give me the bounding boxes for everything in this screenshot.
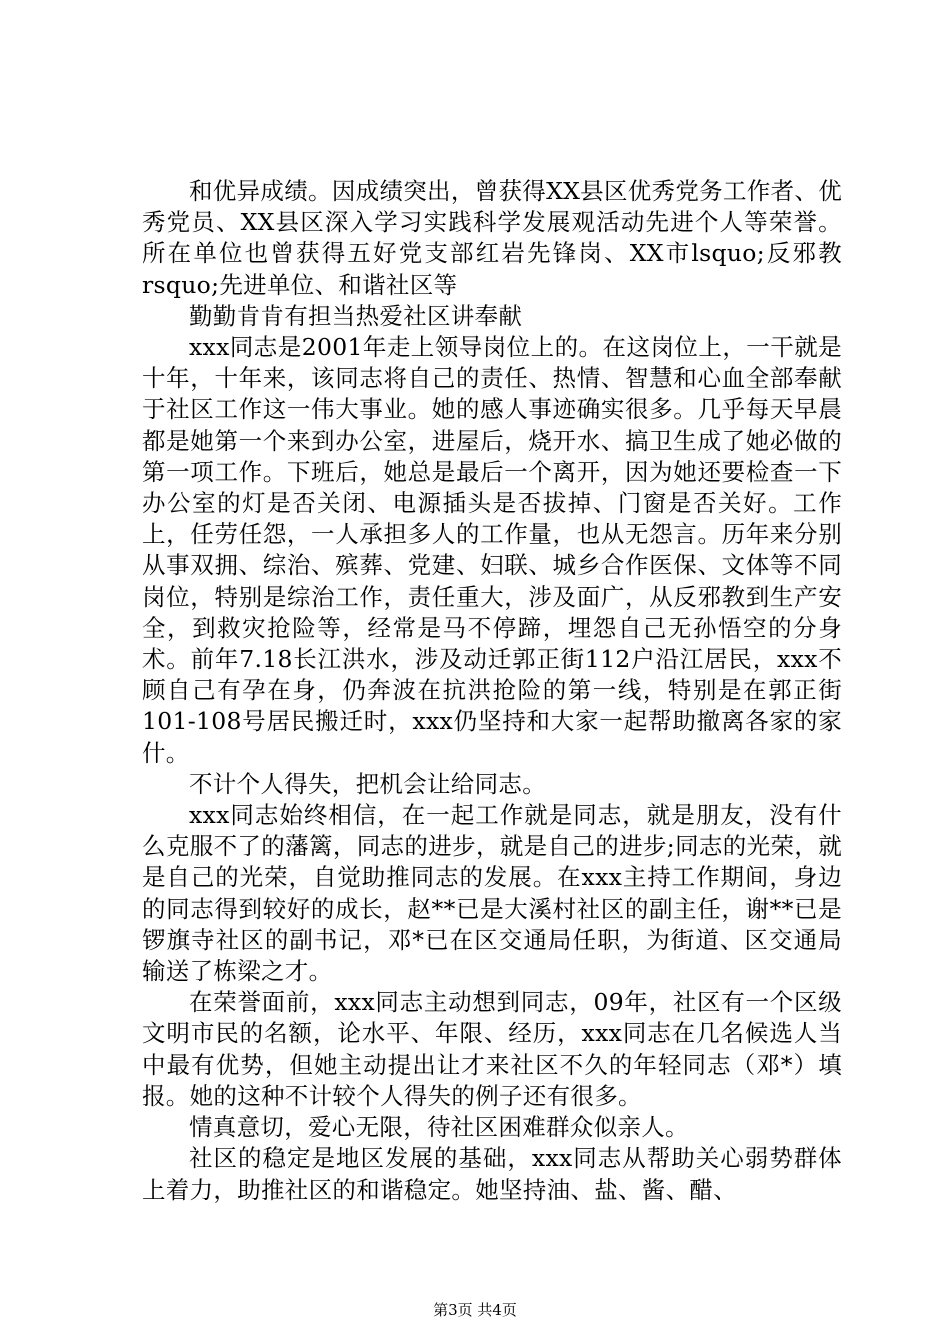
paragraph-7-heading: 情真意切，爱心无限，待社区困难群众似亲人。 [189,1113,689,1142]
paragraph-8: 社区的稳定是地区发展的基础，xxx同志从帮助关心弱势群体上着力，助推社区的和谐稳定。她坚持油、盐、酱、醋、 [142,1144,842,1204]
paragraph-2-heading: 勤勤肯肯有担当热爱社区讲奉献 [189,301,523,330]
paragraph-5: xxx同志始终相信，在一起工作就是同志，就是朋友，没有什么克服不了的藩篱，同志的进步，就是自己的进步;同志的光荣，就是自己的光荣，自觉助推同志的发展。在xxx主持工作期间，身边的同志得到较好的成长，赵**已是大溪村社区的副主任，谢**已是锣旗寺社区的副书记，邓*已在区交通局任职，为街道、区交通局输送了栋梁之才。 [142,801,842,986]
page-number-label: 第3页 共4页 [433,1301,517,1319]
paragraph-3: xxx同志是2001年走上领导岗位上的。在这岗位上，一干就是十年，十年来，该同志将自己的责任、热情、智慧和心血全部奉献于社区工作这一伟大事业。她的感人事迹确实很多。几乎每天早晨都是她第一个来到办公室，进屋后，烧开水、搞卫生成了她必做的第一项工作。下班后，她总是最后一个离开，因为她还要检查一下办公室的灯是否关闭、电源插头是否拔掉、门窗是否关好。工作上，任劳任怨，一人承担多人的工作量，也从无怨言。历年来分别从事双拥、综治、殡葬、党建、妇联、城乡合作医保、文体等不同岗位，特别是综治工作，责任重大，涉及面广，从反邪教到生产安全，到救灾抢险等，经常是马不停蹄，埋怨自己无孙悟空的分身术。前年7.18长江洪水，涉及动迁郭正街112户沿江居民，xxx不顾自己有孕在身，仍奔波在抗洪抢险的第一线，特别是在郭正街101-108号居民搬迁时，xxx仍坚持和大家一起帮助撤离各家的家什。 [142,333,842,767]
paragraph-6: 在荣誉面前，xxx同志主动想到同志，09年，社区有一个区级文明市民的名额，论水平、年限、经历，xxx同志在几名候选人当中最有优势，但她主动提出让才来社区不久的年轻同志（邓*）填报。她的这种不计较个人得失的例子还有很多。 [142,988,842,1110]
paragraph-4-heading: 不计个人得失，把机会让给同志。 [189,769,546,798]
paragraph-1: 和优异成绩。因成绩突出，曾获得XX县区优秀党务工作者、优秀党员、XX县区深入学习实践科学发展观活动先进个人等荣誉。所在单位也曾获得五好党支部红岩先锋岗、XX市lsquo;反邪教rsquo;先进单位、和谐社区等 [142,177,842,299]
document-body [142,176,842,1206]
page-footer [0,1300,950,1320]
